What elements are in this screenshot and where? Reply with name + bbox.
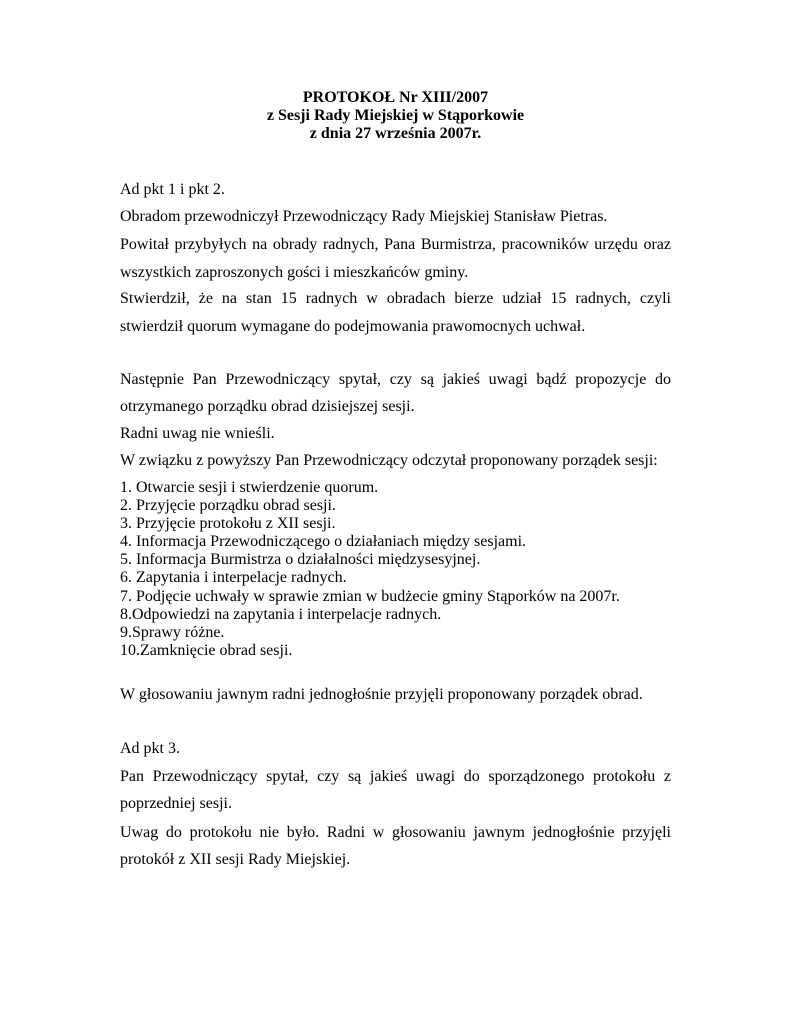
paragraph-quorum-line-1: Stwierdził, że na stan 15 radnych w obradach bierze udział 15 radnych, czyli bbox=[120, 290, 671, 307]
agenda-item: 2. Przyjęcie porządku obrad sesji. bbox=[120, 497, 336, 514]
paragraph-question-line-1: Następnie Pan Przewodniczący spytał, czy są jakieś uwagi bądź propozycje do bbox=[120, 371, 671, 388]
paragraph-minutes-question-line-1: Pan Przewodniczący spytał, czy są jakieś uwagi do sporządzonego protokołu z bbox=[120, 768, 671, 785]
agenda-item: 10.Zamknięcie obrad sesji. bbox=[120, 642, 293, 659]
agenda-item: 6. Zapytania i interpelacje radnych. bbox=[120, 569, 347, 586]
paragraph-welcome-line-1: Powitał przybyłych na obrady radnych, Pana Burmistrza, pracowników urzędu oraz bbox=[120, 236, 671, 253]
paragraph-agenda-vote: W głosowaniu jawnym radni jednogłośnie przyjęli proponowany porządek obrad. bbox=[120, 686, 643, 703]
document-date: z dnia 27 września 2007r. bbox=[309, 125, 482, 142]
paragraph-welcome-line-2: wszystkich zaproszonych gości i mieszkańców gminy. bbox=[120, 264, 469, 281]
agenda-item: 1. Otwarcie sesji i stwierdzenie quorum. bbox=[120, 479, 379, 496]
agenda-item: 7. Podjęcie uchwały w sprawie zmian w budżecie gminy Stąporków na 2007r. bbox=[120, 588, 620, 605]
paragraph-minutes-question-line-2: poprzedniej sesji. bbox=[120, 795, 232, 812]
document-subtitle: z Sesji Rady Miejskiej w Stąporkowie bbox=[266, 107, 525, 124]
agenda-item: 3. Przyjęcie protokołu z XII sesji. bbox=[120, 515, 336, 532]
paragraph-minutes-vote-line-1: Uwag do protokołu nie było. Radni w głosowaniu jawnym jednogłośnie przyjęli bbox=[120, 824, 671, 841]
agenda-item: 8.Odpowiedzi na zapytania i interpelacje radnych. bbox=[120, 606, 442, 623]
paragraph-no-remarks: Radni uwag nie wnieśli. bbox=[120, 425, 275, 442]
paragraph-chair: Obradom przewodniczył Przewodniczący Rady Miejskiej Stanisław Pietras. bbox=[120, 208, 608, 225]
agenda-item: 9.Sprawy różne. bbox=[120, 624, 225, 641]
document-title: PROTOKOŁ Nr XIII/2007 bbox=[302, 89, 489, 106]
paragraph-quorum-line-2: stwierdził quorum wymagane do podejmowania prawomocnych uchwał. bbox=[120, 318, 586, 335]
section-heading-1: Ad pkt 1 i pkt 2. bbox=[120, 181, 225, 198]
paragraph-question-line-2: otrzymanego porządku obrad dzisiejszej sesji. bbox=[120, 398, 415, 415]
paragraph-agenda-intro: W związku z powyższy Pan Przewodniczący odczytał proponowany porządek sesji: bbox=[120, 452, 658, 469]
paragraph-minutes-vote-line-2: protokół z XII sesji Rady Miejskiej. bbox=[120, 851, 351, 868]
section-heading-3: Ad pkt 3. bbox=[120, 740, 180, 757]
agenda-item: 4. Informacja Przewodniczącego o działaniach między sesjami. bbox=[120, 533, 527, 550]
agenda-item: 5. Informacja Burmistrza o działalności międzysesyjnej. bbox=[120, 551, 481, 568]
